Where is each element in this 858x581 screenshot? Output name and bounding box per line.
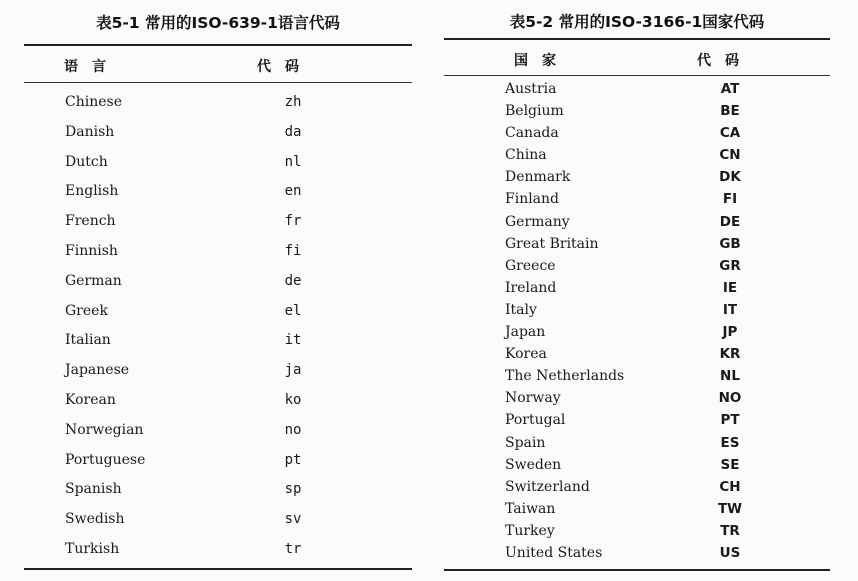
row-name: Finland xyxy=(505,191,560,208)
row-name: French xyxy=(65,213,116,230)
table-row xyxy=(444,501,830,523)
row-name: Taiwan xyxy=(505,500,556,517)
table-row xyxy=(444,169,830,191)
table-row xyxy=(24,452,412,482)
row-name: China xyxy=(505,147,547,164)
table-row xyxy=(24,273,412,303)
table-row xyxy=(24,422,412,452)
row-name: Chinese xyxy=(65,94,122,110)
row-code: CA xyxy=(719,125,741,142)
header-rule xyxy=(444,75,830,76)
table-row xyxy=(24,362,412,392)
row-code: AT xyxy=(720,81,740,97)
row-name: Spain xyxy=(505,434,546,451)
table-row xyxy=(444,346,830,368)
table-row xyxy=(24,183,412,213)
row-name: Sweden xyxy=(505,456,562,473)
table-row xyxy=(24,243,412,273)
table-row xyxy=(24,481,412,511)
row-code: IE xyxy=(722,279,738,296)
row-code: it xyxy=(284,332,302,349)
row-code: no xyxy=(284,421,302,438)
row-name: English xyxy=(65,183,119,200)
row-code: sv xyxy=(284,511,302,528)
row-name: Italian xyxy=(65,332,111,349)
row-code: TW xyxy=(717,500,743,517)
row-code: fr xyxy=(284,213,302,230)
row-name: Denmark xyxy=(505,169,571,186)
row-name: Turkey xyxy=(505,522,555,539)
row-code: da xyxy=(284,123,302,140)
row-code: TR xyxy=(720,522,740,539)
table-row xyxy=(24,303,412,333)
table-body xyxy=(444,81,830,567)
row-code: FI xyxy=(722,191,738,208)
row-name: Korea xyxy=(505,346,547,363)
table-row xyxy=(444,103,830,125)
table-row xyxy=(444,435,830,457)
row-code: el xyxy=(284,302,302,319)
row-name: Austria xyxy=(505,81,557,97)
row-name: Greece xyxy=(505,257,556,274)
table-row xyxy=(444,147,830,169)
row-name: German xyxy=(65,272,122,289)
bottom-rule xyxy=(444,569,830,571)
table-row xyxy=(444,412,830,434)
top-rule xyxy=(24,44,412,46)
table-row xyxy=(444,457,830,479)
table-row xyxy=(24,541,412,571)
row-name: Belgium xyxy=(505,103,564,120)
row-code: NL xyxy=(720,368,740,385)
row-name: Japan xyxy=(505,324,546,341)
table-row xyxy=(24,124,412,154)
row-code: CN xyxy=(719,147,741,164)
table-row xyxy=(444,324,830,346)
row-name: Great Britain xyxy=(505,235,599,252)
row-name: Portuguese xyxy=(65,451,146,468)
row-code: US xyxy=(719,544,741,561)
row-code: en xyxy=(284,183,302,200)
top-rule xyxy=(444,38,830,40)
table-row xyxy=(444,545,830,567)
row-name: The Netherlands xyxy=(505,368,625,385)
row-code: pt xyxy=(284,451,302,468)
row-name: United States xyxy=(505,544,603,561)
row-name: Finnish xyxy=(65,242,118,259)
row-name: Greek xyxy=(65,302,108,319)
header-code: 代码 xyxy=(697,53,753,69)
header-language: 语言 xyxy=(64,59,120,75)
row-name: Ireland xyxy=(505,279,557,296)
header-code: 代码 xyxy=(257,59,313,75)
table-row xyxy=(444,368,830,390)
row-code: KR xyxy=(719,346,741,363)
row-name: Swedish xyxy=(65,511,125,528)
table-row xyxy=(444,125,830,147)
row-code: IT xyxy=(722,301,738,318)
row-name: Turkish xyxy=(65,540,120,557)
row-name: Dutch xyxy=(65,153,108,170)
header-country: 国家 xyxy=(514,53,570,69)
row-code: nl xyxy=(284,153,302,170)
row-code: sp xyxy=(284,481,302,498)
table-row xyxy=(444,479,830,501)
row-code: BE xyxy=(720,103,740,120)
table-row xyxy=(444,191,830,213)
row-name: Norwegian xyxy=(65,421,144,438)
table-row xyxy=(444,390,830,412)
row-code: GR xyxy=(719,257,741,274)
table-row xyxy=(444,258,830,280)
bottom-rule xyxy=(24,568,412,570)
row-name: Spanish xyxy=(65,481,122,498)
table-row xyxy=(444,236,830,258)
row-code: ES xyxy=(720,434,740,451)
table-row xyxy=(24,154,412,184)
row-code: fi xyxy=(284,242,302,259)
table-row xyxy=(444,523,830,545)
row-code: tr xyxy=(284,540,302,557)
table-row xyxy=(24,392,412,422)
row-name: Danish xyxy=(65,123,115,140)
row-name: Norway xyxy=(505,390,561,407)
table-body xyxy=(24,94,412,571)
row-name: Canada xyxy=(505,125,559,142)
table-row xyxy=(24,213,412,243)
row-code: zh xyxy=(284,94,302,110)
row-name: Korean xyxy=(65,391,116,408)
table-row xyxy=(444,302,830,324)
row-code: de xyxy=(284,272,302,289)
row-code: DK xyxy=(719,169,741,186)
row-code: PT xyxy=(720,412,740,429)
table-caption: 表5-2 常用的ISO-3166-1国家代码 xyxy=(509,13,765,31)
row-code: GB xyxy=(719,235,741,252)
table-caption: 表5-1 常用的ISO-639-1语言代码 xyxy=(96,14,340,32)
table-row xyxy=(444,214,830,236)
row-name: Japanese xyxy=(65,362,130,379)
table-row xyxy=(444,280,830,302)
table-row xyxy=(24,332,412,362)
table-row xyxy=(24,94,412,124)
row-code: JP xyxy=(722,324,738,341)
row-code: DE xyxy=(719,213,741,230)
row-name: Germany xyxy=(505,213,570,230)
row-name: Portugal xyxy=(505,412,566,429)
row-code: NO xyxy=(718,390,742,407)
header-rule xyxy=(24,82,412,83)
table-row xyxy=(444,81,830,103)
row-name: Italy xyxy=(505,301,537,318)
row-code: CH xyxy=(719,478,741,495)
table-row xyxy=(24,511,412,541)
row-name: Switzerland xyxy=(505,478,590,495)
row-code: ja xyxy=(284,362,302,379)
row-code: SE xyxy=(720,456,740,473)
row-code: ko xyxy=(284,391,302,408)
